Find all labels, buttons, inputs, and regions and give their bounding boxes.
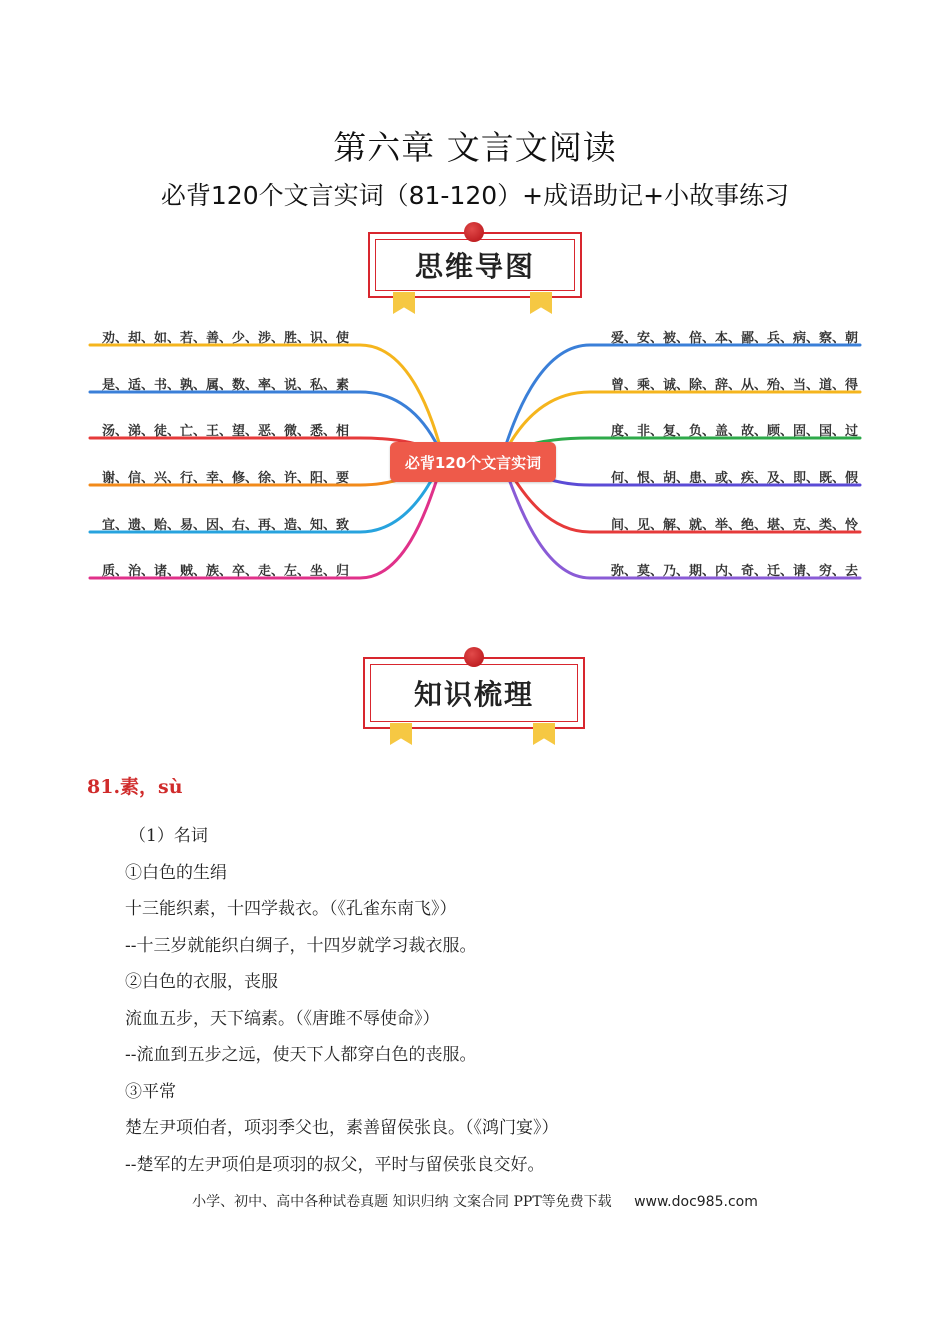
footer-text: 小学、初中、高中各种试卷真题 知识归纳 文案合同 PPT等免费下载 — [192, 1194, 612, 1210]
right-branch-3: 度、非、复、负、盖、故、顾、固、国、过 — [611, 424, 859, 439]
chapter-title: 第六章 文言文阅读 — [333, 128, 617, 167]
left-branch-1: 劝、却、如、若、善、少、涉、胜、识、使 — [102, 331, 350, 346]
footer — [0, 1191, 950, 1211]
knowledge-badge-label: 知识梳理 — [370, 664, 578, 722]
entry-line: --楚军的左尹项伯是项羽的叔父，平时与留侯张良交好。 — [125, 1154, 545, 1175]
entry-line: --十三岁就能织白绸子，十四岁就学习裁衣服。 — [125, 935, 477, 956]
badge-dot-icon — [464, 222, 484, 242]
badge-dot-icon — [464, 647, 484, 667]
right-branch-4: 何、恨、胡、患、或、疾、及、即、既、假 — [611, 471, 859, 486]
ribbon-icon — [390, 723, 412, 745]
left-branch-2: 是、适、书、孰、属、数、率、说、私、素 — [102, 378, 350, 393]
entry-line: （1）名词 — [129, 826, 208, 846]
entry-heading: 81.素，sù — [87, 776, 183, 798]
entry-line: ①白色的生绢 — [125, 862, 227, 883]
footer-url: www.doc985.com — [634, 1194, 758, 1210]
left-branch-5: 宜、遗、贻、易、因、右、再、造、知、致 — [102, 518, 350, 533]
left-branch-6: 质、治、诸、贼、族、卒、走、左、坐、归 — [102, 564, 350, 579]
entry-line: 流血五步，天下缟素。（《唐雎不辱使命》） — [125, 1008, 440, 1029]
right-branch-2: 曾、乘、诚、除、辞、从、殆、当、道、得 — [611, 378, 859, 393]
right-branch-1: 爱、安、被、倍、本、鄙、兵、病、察、朝 — [611, 331, 859, 346]
right-branch-6: 弥、莫、乃、期、内、奇、迁、请、穷、去 — [611, 564, 859, 579]
left-branch-4: 谢、信、兴、行、幸、修、徐、许、阳、要 — [102, 471, 350, 486]
right-branch-5: 间、见、解、就、举、绝、堪、克、类、怜 — [611, 518, 859, 533]
entry-line: ③平常 — [125, 1081, 176, 1102]
mind-map-center-node: 必背120个文言实词 — [390, 442, 556, 482]
entry-body — [125, 821, 885, 1186]
entry-line: 十三能织素，十四学裁衣。（《孔雀东南飞》） — [125, 899, 457, 919]
left-branch-3: 汤、涕、徒、亡、王、望、恶、微、悉、相 — [102, 424, 350, 439]
mindmap-badge-label: 思维导图 — [375, 239, 575, 291]
ribbon-icon — [533, 723, 555, 745]
chapter-subtitle: 必背120个文言实词（81-120）+成语助记+小故事练习 — [160, 181, 790, 210]
mind-map — [0, 310, 950, 600]
entry-line: 楚左尹项伯者，项羽季父也，素善留侯张良。（《鸿门宴》） — [125, 1118, 559, 1138]
entry-line: ②白色的衣服，丧服 — [125, 972, 278, 992]
entry-line: --流血到五步之远，使天下人都穿白色的丧服。 — [125, 1045, 477, 1065]
